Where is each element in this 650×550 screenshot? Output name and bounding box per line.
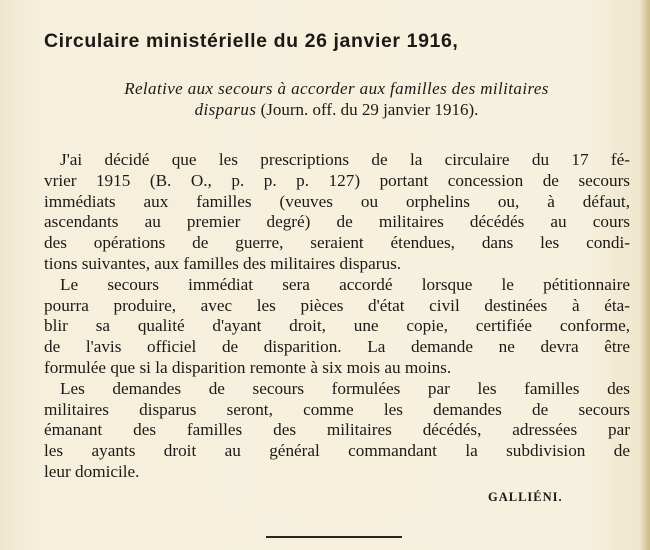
- paragraph-line: immédiats aux familles (veuves ou orphelins ou, à défaut,: [44, 191, 630, 211]
- paragraph-line: pourra produire, avec les pièces d'état civil destinées à éta-: [44, 295, 630, 315]
- paragraph-line: leur domicile.: [44, 461, 140, 481]
- paragraph-line: Le secours immédiat sera accordé lorsque le pétitionnaire: [60, 274, 630, 294]
- paragraph-line: blir sa qualité d'ayant droit, une copie, certifiée conforme,: [44, 316, 630, 336]
- document-subtitle: [44, 78, 629, 120]
- paragraph-1: [44, 150, 630, 275]
- paragraph-line: J'ai décidé que les prescriptions de la circulaire du 17 fé-: [60, 150, 630, 169]
- paragraph-line: de l'avis officiel de disparition. La demande ne devra être: [44, 337, 630, 357]
- paragraph-line: ascendants au premier degré) de militaires décédés au cours: [44, 212, 630, 232]
- paragraph-2: [44, 275, 630, 379]
- subtitle-source-reference: (Journ. off. du 29 janvier 1916).: [256, 100, 479, 119]
- paragraph-line: les ayants droit au général commandant la subdivision de: [44, 441, 630, 461]
- section-divider: [266, 536, 402, 538]
- document-body: [44, 150, 630, 483]
- signature: GALLIÉNI.: [488, 490, 563, 504]
- page-edge-shadow: [640, 0, 650, 550]
- paragraph-line: des opérations de guerre, seraient étendues, dans les condi-: [44, 233, 630, 253]
- paragraph-3: [44, 379, 630, 483]
- subtitle-italic-line2: disparus: [194, 100, 257, 119]
- paragraph-line: formulée que si la disparition remonte à six mois au moins.: [44, 357, 452, 377]
- document-title: Circulaire ministérielle du 26 janvier 1916,: [44, 30, 459, 52]
- paragraph-line: vrier 1915 (B. O., p. p. p. 127) portant concession de secours: [44, 170, 630, 190]
- paragraph-line: tions suivantes, aux familles des militaires disparus.: [44, 253, 402, 273]
- subtitle-italic-line1: Relative aux secours à accorder aux familles des militaires: [124, 79, 549, 98]
- paragraph-line: Les demandes de secours formulées par les familles des: [60, 378, 630, 398]
- paragraph-line: émanant des familles des militaires décédés, adressées par: [44, 420, 630, 440]
- paragraph-line: militaires disparus seront, comme les demandes de secours: [44, 399, 630, 419]
